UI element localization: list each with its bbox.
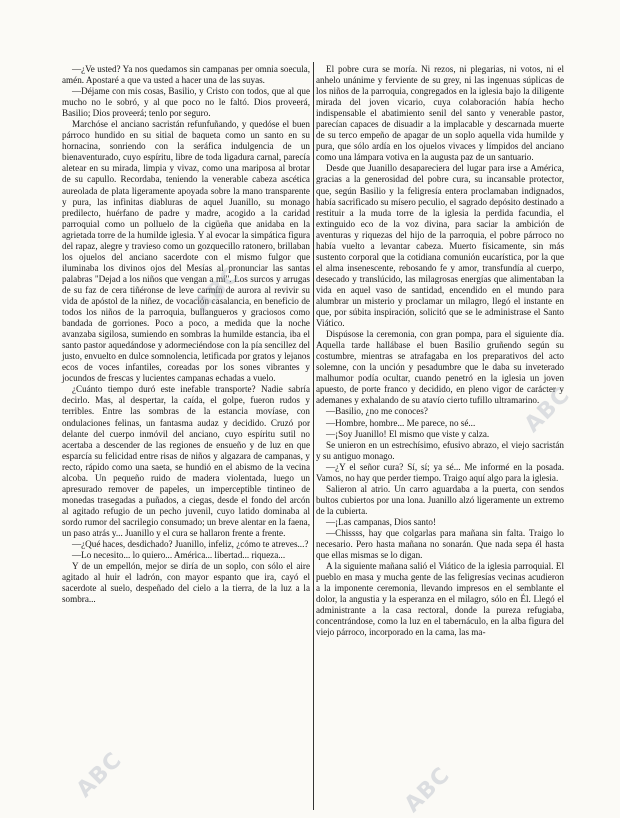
- left-column: [62, 64, 310, 605]
- paragraph: —Chissss, hay que colgarlas para mañana sin falta. Traigo lo necesario. Pero hasta mañana no sonarán. Que nada sepa él hasta que ellas mismas se lo digan.: [316, 527, 564, 561]
- paragraph: Dispúsose la ceremonia, con gran pompa, para el siguiente día. Aquella tarde hallábase el buen Basilio gruñendo según su costumbre, mientras se atrafagaba en los preparativos del acto solemne, con la unción y pesadumbre que le daba su inveterado malhumor podía ocultar, cuando penetró en la iglesia un joven apuesto, de porte franco y decidido, en pleno vigor de carácter y ademanes y exhalando de su atavío cierto tufillo ultramarino.: [316, 329, 564, 406]
- paragraph: —¿Ve usted? Ya nos quedamos sin campanas per omnia soecula, amén. Apostaré a que va usted a hacer una de las suyas.: [62, 64, 310, 86]
- paragraph: ¿Cuánto tiempo duró este inefable transporte? Nadie sabría decirlo. Mas, al despertar, la caída, el golpe, fueron rudos y terribles. Entre las sombras de la estancia movíase, con ondulaciones felinas, un fantasma audaz y decidido. Cruzó por delante del cuerpo inmóvil del anciano, cuyo espíritu sutil no acertaba a descender de las regiones de ensueño y de luz en que esparcía su felicidad entre risas de niños y algazara de campanas, y recto, rápido como una saeta, se hundió en el abismo de la vecina alcoba. Un pequeño ruido de madera violentada, luego un apresurado remover de papeles, un imperceptible tintineo de monedas trasegadas a puñados, a ciegas, desde el fondo del arcón al agitado refugio de un pecho juvenil, cuyo latido dominaba al sordo rumor del sacrilegio consumado; un breve alentar en la faena, un paso atrás y... Juanillo y el cura se hallaron frente a frente.: [62, 384, 310, 538]
- paragraph: —¿Y el señor cura? Sí, sí; ya sé... Me informé en la posada. Vamos, no hay que perder tiempo. Traigo aquí algo para la iglesia.: [316, 461, 564, 483]
- watermark-logo: ABC: [72, 747, 128, 803]
- paragraph: —Déjame con mis cosas, Basilio, y Cristo con todos, que al que mucho no le sobró, y al que poco no le faltó. Dios proveerá, Basilio; Dios proveerá; tenlo por seguro.: [62, 86, 310, 119]
- paragraph: A la siguiente mañana salió el Viático de la iglesia parroquial. El pueblo en masa y mucha gente de las feligresías vecinas acudieron a la imponente ceremonia, llevando impresos en el semblante el dolor, la angustia y la esperanza en el milagro, sólo en Él. Llegó el administrante a la casa rectoral, donde la pureza refugiaba, concentrándose, como la luz en el tabernáculo, en la alba figura del viejo párroco, incorporado en la cama, las ma-: [316, 561, 564, 638]
- watermark-logo: ABC: [190, 262, 246, 318]
- paragraph: Desde que Juanillo desapareciera del lugar para irse a América, gracias a la generosidad del pobre cura, su incansable protector, que, según Basilio y la feligresía entera proclamaban indignados, había sacrificado su mísero peculio, el sagrado depósito destinado a restituir a la muda torre de la iglesia la perdida facundia, el extinguido eco de la voz divina, para saciar la ambición de aventuras y riquezas del hijo de la parroquia, el pobre párroco no había vuelto a levantar cabeza. Muerto físicamente, sin más sustento corporal que la cotidiana comunión eucarística, por la que el alma insenescente, rebosando fe y amor, transfundía al cuerpo, desecado y translúcido, las milagrosas energías que alimentaban la vida en aquel vaso de santidad, encendido en el mundo para alumbrar un misterio y proclamar un milagro, llegó el instante en que, por súbita inspiración, solicitó que se le administrase el Santo Viático.: [316, 163, 564, 329]
- paragraph: —Hombre, hombre... Me parece, no sé...: [326, 417, 476, 428]
- paragraph: Se unieron en un estrechísimo, efusivo abrazo, el viejo sacristán y su antiguo monago.: [316, 439, 564, 461]
- paragraph: —Basilio, ¿no me conoces?: [326, 406, 428, 417]
- paragraph: El pobre cura se moría. Ni rezos, ni plegarias, ni votos, ni el anhelo unánime y ferviente de su grey, ni las ingenuas súplicas de los niños de la parroquia, congregados en la iglesia bajo la diligente mirada del joven vicario, cuya colaboración había hecho indispensable el abatimiento senil del santo y venerable pastor, parecían capaces de disuadir a la implacable y descarnada muerte de su terco empeño de apagar de un soplo aquella vida humilde y pura, que sólo ardía en los ojuelos vivaces y límpidos del anciano como una lámpara votiva en la augusta paz de un santuario.: [316, 64, 564, 163]
- paragraph: Y de un empellón, mejor se diría de un soplo, con sólo el aire agitado al huir el ladrón, con mayor espanto que ira, cayó el sacerdote al suelo, despeñado del cielo a la tierra, de la luz a la sombra...: [62, 561, 310, 605]
- watermark-logo: ABC: [520, 382, 576, 438]
- right-column: [316, 64, 564, 638]
- column-divider: [313, 62, 314, 810]
- paragraph: Salieron al atrio. Un carro aguardaba a la puerta, con sendos bultos cubiertos por una lona. Juanillo alzó ligeramente un extremo de la cubierta.: [316, 483, 564, 516]
- paragraph: —¿Qué haces, desdichado? Juanillo, infeliz, ¿cómo te atreves...?: [72, 539, 309, 550]
- paragraph: —¡Soy Juanillo! El mismo que viste y calza.: [326, 428, 490, 439]
- paragraph: —¡Las campanas, Dios santo!: [326, 516, 436, 527]
- watermark-logo: ABC: [400, 762, 456, 818]
- paragraph: Marchóse el anciano sacristán refunfuñando, y quedóse el buen párroco hundido en su sitial de baqueta como un santo en su hornacina, sonriendo con la seráfica indulgencia de un bienaventurado, cuyo espíritu, libre de toda ligadura carnal, parecía aletear en su mirada, limpia y vivaz, como una mariposa al brotar de su capullo. Recordaba, teniendo la venerable cabeza ascética aureolada de plata ligeramente apoyada sobre la mano transparente y pura, las infinitas diabluras de aquel Juanillo, su monago predilecto, huérfano de padre y madre, acogido a la caridad parroquial como un polluelo de la cigüeña que anidaba en la agrietada torre de la humilde iglesia. Y al evocar la simpática figura del rapaz, alegre y travieso como un gozquecillo ratonero, brillaban los ojuelos del anciano sacerdote con el mismo fulgor que iluminaba los divinos ojos del Mesías al pronunciar las santas palabras "Dejad a los niños que vengan a mí". Los surcos y arrugas de su faz de cera tiñéronse de leve carmín de aurora al revivir su vida de apóstol de la niñez, de vocación casalancia, en beneficio de todos los niños de la parroquia, bullangueros y graciosos como bandada de gorriones. Poco a poco, a medida que la noche avanzaba sigilosa, sumiendo en sombras la humilde estancia, iba el santo pastor aquedándose y adormeciéndose con la pía sencillez del justo, envuelto en dulce somnolencia, letificada por gratos y lejanos ecos de voces infantiles, coreadas por los sones vibrantes y jocundos de frescas y lucientes campanas echadas a vuelo.: [62, 119, 310, 384]
- paragraph: —Lo necesito... lo quiero... América... libertad... riqueza...: [72, 550, 286, 561]
